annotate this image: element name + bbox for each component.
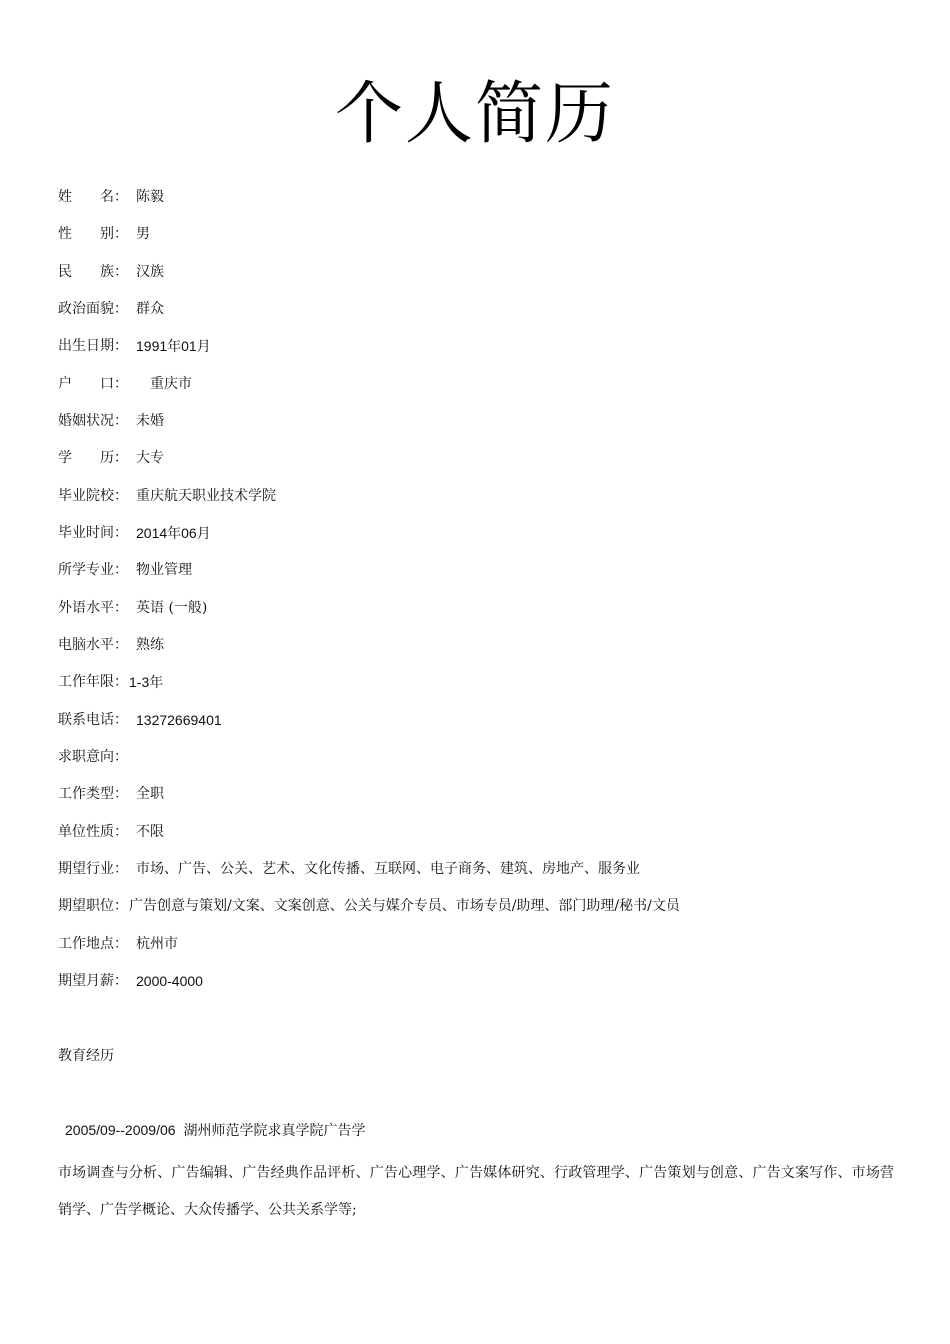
field-language-level	[58, 596, 207, 620]
field-job-intention	[58, 745, 128, 769]
field-value: 陈毅	[136, 189, 164, 205]
field-value: 重庆航天职业技术学院	[136, 488, 276, 504]
resume-title: 个人简历	[334, 75, 615, 154]
field-label: 电脑水平：	[58, 637, 128, 653]
field-value: 重庆市	[150, 376, 192, 392]
field-value: 群众	[136, 301, 164, 317]
field-value: 熟练	[136, 637, 164, 653]
field-political-status	[58, 297, 164, 321]
field-expected-position	[58, 894, 680, 918]
field-label: 联系电话：	[58, 712, 128, 728]
field-label: 期望月薪：	[58, 973, 128, 989]
field-value: 全职	[136, 786, 164, 802]
education-entry	[58, 1118, 366, 1143]
field-label: 婚姻状况：	[58, 413, 128, 429]
field-label: 外语水平：	[58, 600, 128, 616]
field-value: 杭州市	[136, 936, 178, 952]
field-work-years	[58, 670, 163, 694]
field-value: 英语 (一般)	[136, 600, 208, 616]
field-graduate-school	[58, 484, 276, 508]
field-label: 户 口：	[58, 376, 128, 392]
field-label: 期望职位：	[58, 898, 128, 914]
field-job-type	[58, 782, 164, 806]
field-value: 男	[136, 226, 150, 242]
field-value: 不限	[136, 824, 164, 840]
field-company-type	[58, 820, 164, 844]
field-label: 姓 名：	[58, 189, 128, 205]
field-hukou	[58, 372, 192, 396]
education-school: 湖州师范学院求真学院广告学	[183, 1123, 366, 1139]
education-period: 2005/09--2009/06	[65, 1122, 176, 1138]
field-phone	[58, 708, 222, 732]
field-label: 求职意向：	[58, 749, 128, 765]
field-label: 毕业时间：	[58, 525, 128, 541]
field-value: 2014年06月	[136, 525, 211, 541]
field-value: 13272669401	[136, 712, 222, 728]
field-label: 期望行业：	[58, 861, 128, 877]
field-value: 汉族	[136, 264, 164, 280]
field-value: 市场、广告、公关、艺术、文化传播、互联网、电子商务、建筑、房地产、服务业	[136, 861, 640, 877]
field-value: 2000-4000	[136, 973, 203, 989]
field-label: 学 历：	[58, 450, 128, 466]
field-expected-salary	[58, 969, 203, 993]
field-label: 所学专业：	[58, 562, 128, 578]
field-gender	[58, 222, 150, 246]
field-label: 工作地点：	[58, 936, 128, 952]
field-label: 工作类型：	[58, 786, 128, 802]
field-value: 未婚	[136, 413, 164, 429]
field-graduation-date	[58, 521, 211, 545]
field-value: 物业管理	[136, 562, 192, 578]
field-value: 广告创意与策划/文案、文案创意、公关与媒介专员、市场专员/助理、部门助理/秘书/文员	[129, 898, 680, 914]
field-value: 大专	[136, 450, 164, 466]
field-work-location	[58, 932, 178, 956]
field-education-level	[58, 446, 164, 470]
field-label: 民 族：	[58, 264, 128, 280]
field-value: 1991年01月	[136, 338, 211, 354]
field-major	[58, 558, 192, 582]
field-label: 单位性质：	[58, 824, 128, 840]
field-label: 出生日期：	[58, 338, 128, 354]
field-name	[58, 185, 164, 209]
field-marital-status	[58, 409, 164, 433]
field-label: 毕业院校：	[58, 488, 128, 504]
field-birth-date	[58, 334, 211, 358]
field-value: 1-3年	[129, 674, 164, 690]
education-courses: 市场调查与分析、广告编辑、广告经典作品评析、广告心理学、广告媒体研究、行政管理学、广告策划与创意、广告文案写作、市场营销学、广告学概论、大众传播学、公共关系学等;	[58, 1165, 894, 1218]
field-ethnicity	[58, 260, 164, 284]
field-expected-industry	[58, 857, 640, 881]
field-label: 性 别：	[58, 226, 128, 242]
field-computer-level	[58, 633, 164, 657]
field-label: 政治面貌：	[58, 301, 128, 317]
education-heading: 教育经历	[58, 1048, 114, 1064]
field-label: 工作年限：	[58, 674, 128, 690]
